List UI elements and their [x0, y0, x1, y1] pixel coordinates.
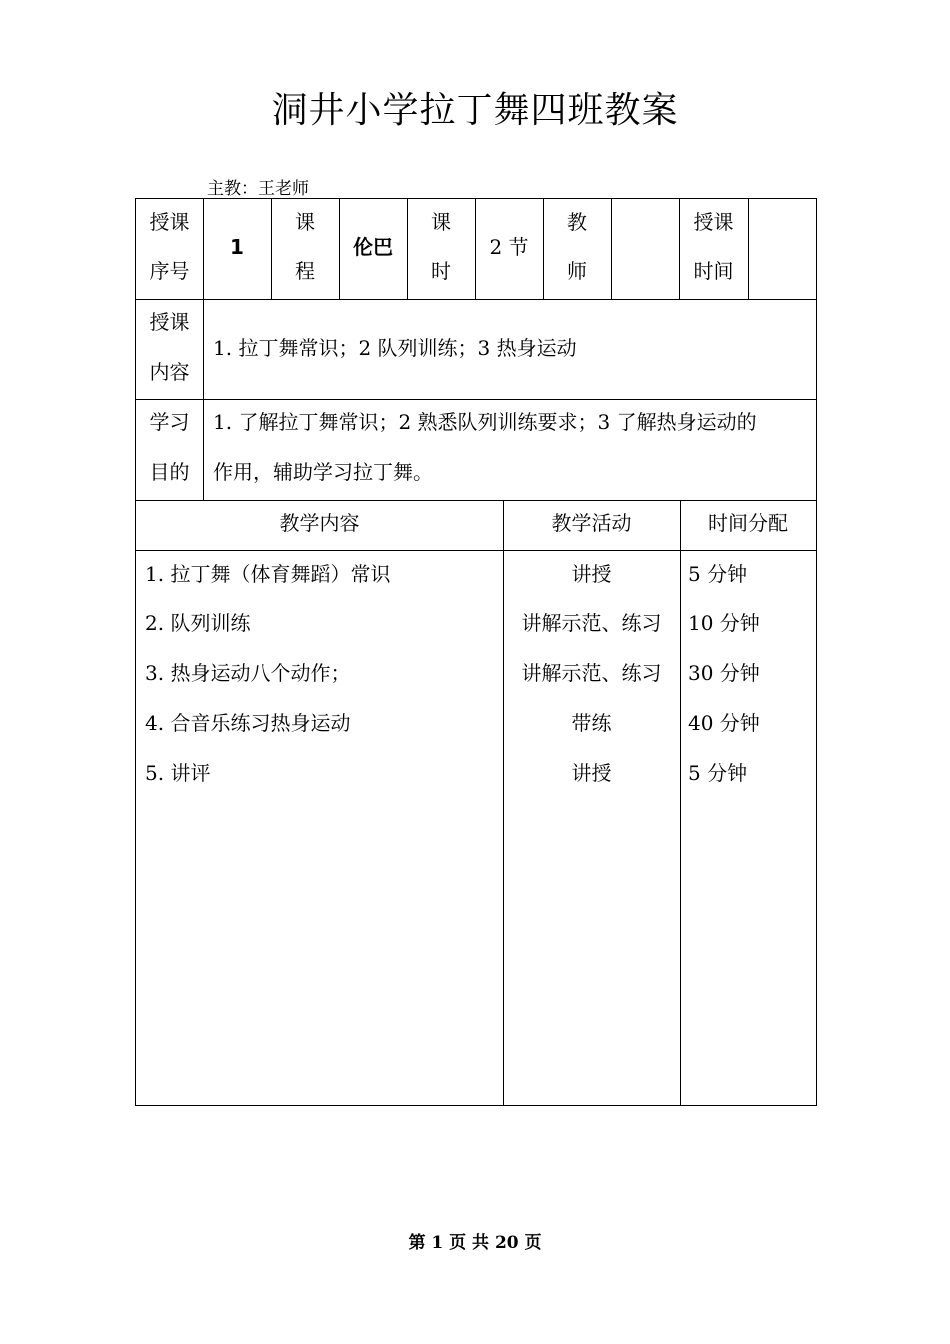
time-label: 授课: [693, 210, 734, 234]
hours-label: 时: [431, 259, 451, 283]
plan-header-activity: 教学活动: [551, 511, 632, 535]
plan-row-time: 5 分钟: [688, 562, 748, 586]
lesson-plan-table: [135, 198, 817, 1106]
hours-value: 2 节: [489, 235, 529, 259]
goal-label: 目的: [149, 460, 190, 484]
plan-row-time: 10 分钟: [688, 611, 760, 635]
teacher-label: 师: [567, 259, 587, 283]
column-divider: [203, 299, 204, 500]
column-divider: [503, 500, 504, 1105]
course-label: 课: [295, 210, 315, 234]
time-label: 时间: [693, 259, 734, 283]
content-text: 1. 拉丁舞常识；2 队列训练；3 热身运动: [213, 336, 577, 360]
hours-label: 课: [431, 210, 451, 234]
column-divider: [748, 199, 749, 299]
row-divider: [136, 500, 816, 501]
plan-header-time: 时间分配: [708, 511, 788, 535]
plan-row-time: 40 分钟: [688, 711, 760, 735]
teacher-label: 教: [567, 210, 587, 234]
plan-row-time: 5 分钟: [688, 761, 748, 785]
row-divider: [136, 550, 816, 551]
teacher-line: 主教：王老师: [207, 179, 309, 199]
document-title: 洞井小学拉丁舞四班教案: [271, 90, 679, 131]
goal-text: 作用，辅助学习拉丁舞。: [213, 460, 433, 484]
plan-header-content: 教学内容: [279, 511, 360, 535]
goal-text: 1. 了解拉丁舞常识；2 熟悉队列训练要求；3 了解热身运动的: [213, 410, 757, 434]
column-divider: [680, 500, 681, 1105]
plan-row-activity: 讲授: [571, 562, 612, 586]
plan-row-content: 5. 讲评: [145, 761, 211, 785]
seq-label: 授课: [149, 210, 190, 234]
plan-row-activity: 讲解示范、练习: [521, 611, 662, 635]
course-value: 伦巴: [353, 235, 393, 259]
column-divider: [611, 199, 612, 299]
seq-label: 序号: [149, 259, 190, 283]
plan-row-activity: 讲解示范、练习: [521, 661, 662, 685]
plan-row-activity: 讲授: [571, 761, 612, 785]
course-label: 程: [295, 259, 315, 283]
plan-row-content: 4. 合音乐练习热身运动: [145, 711, 351, 735]
plan-row-content: 2. 队列训练: [145, 611, 251, 635]
row-divider: [136, 399, 816, 400]
plan-row-time: 30 分钟: [688, 661, 760, 685]
row-divider: [136, 299, 816, 300]
content-label: 内容: [149, 360, 190, 384]
plan-row-activity: 带练: [571, 711, 612, 735]
plan-row-content: 1. 拉丁舞（体育舞蹈）常识: [145, 562, 391, 586]
page-footer: 第 1 页 共 20 页: [408, 1233, 542, 1253]
seq-value: 1: [230, 235, 244, 259]
plan-row-content: 3. 热身运动八个动作；: [145, 661, 351, 685]
content-label: 授课: [149, 310, 190, 334]
goal-label: 学习: [149, 410, 190, 434]
